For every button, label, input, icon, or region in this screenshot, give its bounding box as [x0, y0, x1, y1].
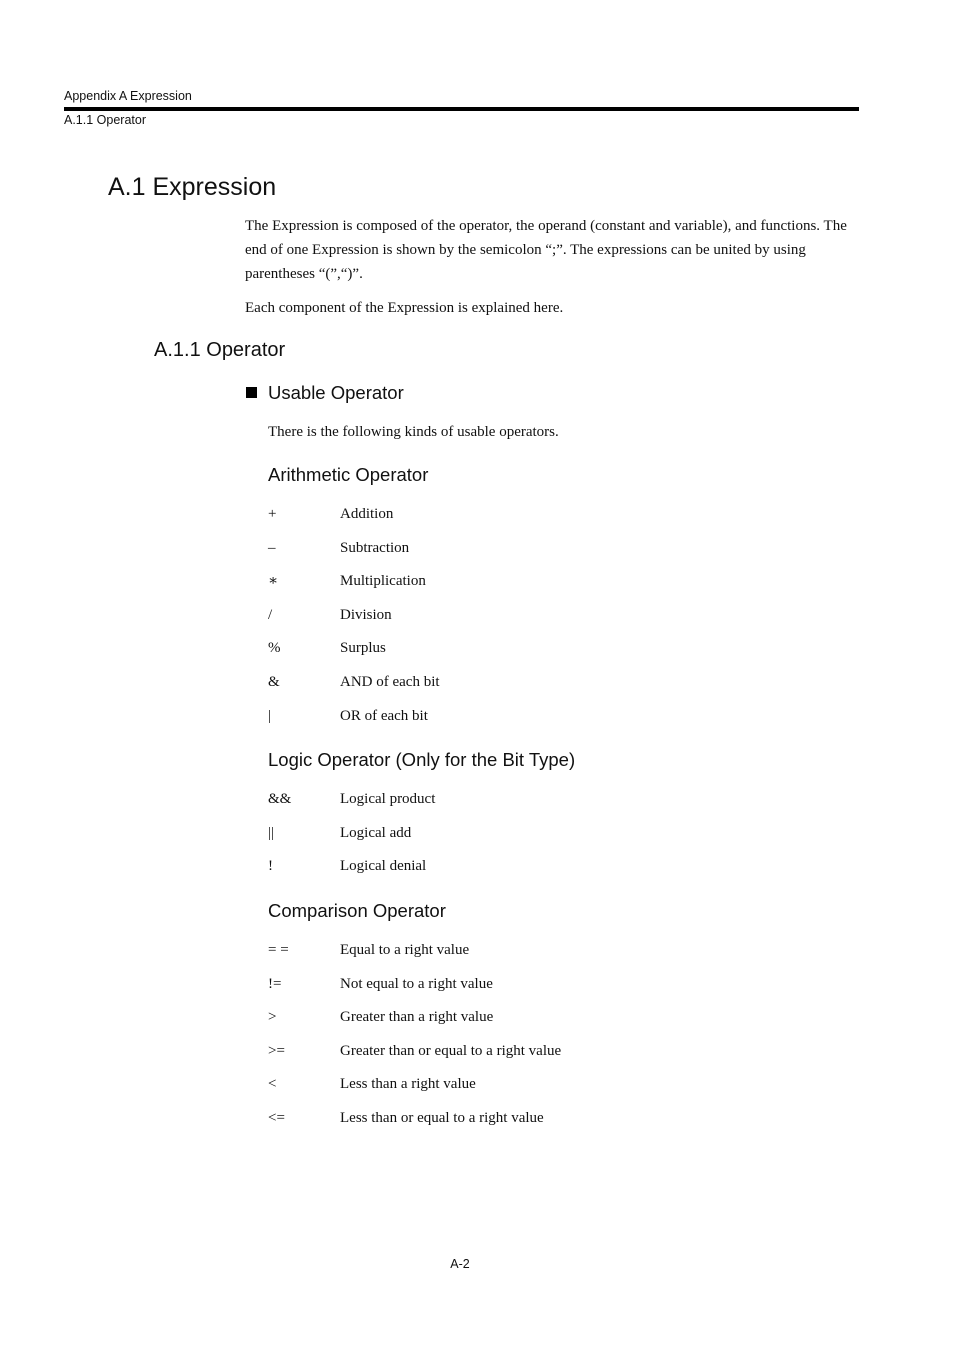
operator-symbol: || [268, 824, 275, 841]
operator-description: AND of each bit [340, 673, 440, 690]
page-number: A-2 [450, 1257, 470, 1271]
operator-description: Surplus [340, 640, 386, 657]
operator-description: Division [340, 606, 392, 623]
operator-symbol: & [268, 673, 280, 690]
operator-description: Greater than a right value [340, 1009, 494, 1026]
running-header-chapter: Appendix A Expression [64, 89, 192, 103]
operator-symbol: | [268, 707, 272, 724]
subsection-title: A.1.1 Operator [154, 339, 286, 361]
operator-description: Less than or equal to a right value [340, 1109, 544, 1126]
operator-symbol: ! [268, 858, 273, 875]
usable-operator-heading-text: Usable Operator [268, 382, 404, 403]
operator-description: Logical denial [340, 858, 427, 875]
operator-description: Not equal to a right value [340, 975, 493, 992]
operator-symbol: >= [268, 1042, 285, 1059]
operator-symbol: < [268, 1076, 277, 1093]
usable-operator-description: There is the following kinds of usable operators. [268, 424, 559, 440]
operator-symbol: ∗ [268, 573, 279, 590]
operator-description: Greater than or equal to a right value [340, 1042, 562, 1059]
comparison-operator-title: Comparison Operator [268, 900, 446, 921]
operator-symbol: && [268, 791, 292, 807]
operator-description: Subtraction [340, 539, 410, 556]
operator-description: Addition [340, 506, 394, 522]
operator-description: Multiplication [340, 573, 426, 590]
logic-operator-title: Logic Operator (Only for the Bit Type) [268, 749, 576, 770]
section-title: A.1 Expression [108, 173, 277, 201]
operator-description: OR of each bit [340, 707, 428, 724]
usable-operator-heading [246, 381, 404, 405]
operator-symbol: <= [268, 1109, 285, 1126]
operator-description: Logical product [340, 791, 436, 807]
operator-description: Logical add [340, 824, 412, 841]
operator-symbol: + [268, 506, 277, 522]
operator-description: Equal to a right value [340, 942, 470, 958]
operator-symbol: > [268, 1009, 277, 1026]
running-header-section: A.1.1 Operator [64, 113, 146, 127]
operator-symbol: != [268, 975, 282, 992]
operator-description: Less than a right value [340, 1076, 476, 1093]
operator-symbol: – [268, 539, 276, 556]
operator-symbol: / [268, 606, 273, 623]
operator-symbol: % [268, 640, 281, 657]
square-bullet-icon [246, 387, 257, 398]
header-rule [64, 107, 859, 111]
intro-paragraph-1: The Expression is composed of the operator, the operand (constant and variable), and functions. The end of one Expression is shown by the semicolon “;”. The expressions can be united by using parentheses “(”,“)”. [245, 218, 847, 282]
arithmetic-operator-title: Arithmetic Operator [268, 464, 429, 485]
operator-symbol: = = [268, 942, 289, 958]
intro-paragraph-2: Each component of the Expression is explained here. [245, 300, 564, 316]
